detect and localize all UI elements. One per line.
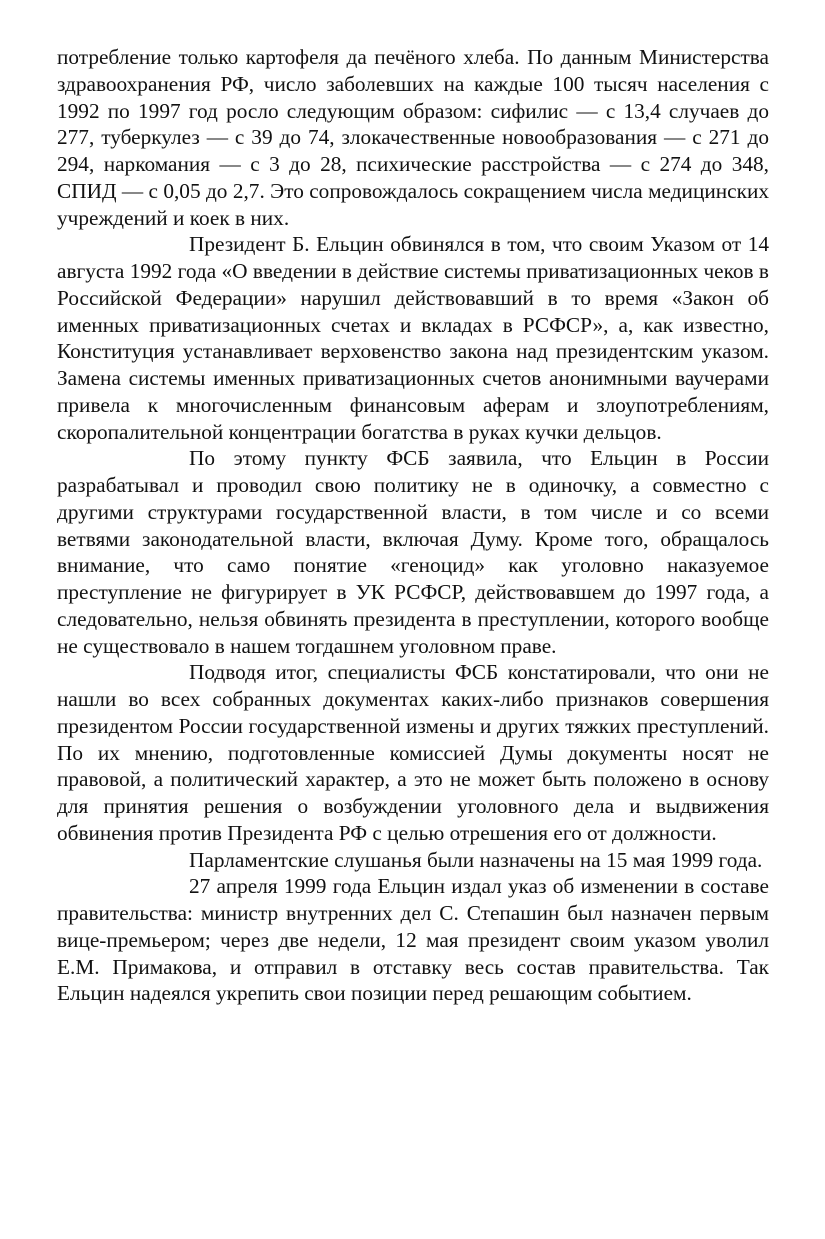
- paragraph-hearings-date: Парламентские слушанья были назначены на 15 мая 1999 года.: [189, 847, 763, 872]
- document-page: [57, 44, 769, 1007]
- paragraph-fsb-conclusion: Подводя итог, специалисты ФСБ констатировали, что они не нашли во всех собранных документах каких-либо признаков совершения президентом России государственной измены и других тяжких преступлений. По их мнению, подготовленные комиссией Думы документы носят не правовой, а политический характер, а это не может быть положено в основу для принятия решения о возбуждении уголовного дела и выдвижения обвинения против Президента РФ с целью отрешения его от должности.: [57, 660, 769, 845]
- paragraph-privatization-decree: Президент Б. Ельцин обвинялся в том, что своим Указом от 14 августа 1992 года «О введении в действие системы приватизационных чеков в Российской Федерации» нарушил действовавший в то время «Закон об именных приватизационных счетах и вкладах в РСФСР», а, как известно, Конституция устанавливает верховенство закона над президентским указом. Замена системы именных приватизационных счетов анонимными ваучерами привела к многочисленным финансовым аферам и злоупотреблениям, скоропалительной концентрации богатства в руках кучки дельцов.: [57, 232, 769, 444]
- paragraph-fsb-response: По этому пункту ФСБ заявила, что Ельцин в России разрабатывал и проводил свою политику не в одиночку, а совместно с другими структурами государственной власти, в том числе и со всеми ветвями законодательной власти, включая Думу. Кроме того, обращалось внимание, что само понятие «геноцид» как уголовно наказуемое преступление не фигурирует в УК РСФСР, действовавшем до 1997 года, а следовательно, нельзя обвинять президента в преступлении, которого вообще не существовало в нашем тогдашнем уголовном праве.: [57, 446, 769, 658]
- paragraph-health-statistics: потребление только картофеля да печёного хлеба. По данным Министерства здравоохранения РФ, число заболевших на каждые 100 тысяч населения с 1992 по 1997 год росло следующим образом: сифилис — с 13,4 случаев до 277, туберкулез — с 39 до 74, злокачественные новообразования — с 271 до 294, наркомания — с 3 до 28, психические расстройства — с 274 до 348, СПИД — с 0,05 до 2,7. Это сопровождалось сокращением числа медицинских учреждений и коек в них.: [57, 45, 769, 230]
- paragraph-government-changes: 27 апреля 1999 года Ельцин издал указ об изменении в составе правительства: министр внутренних дел С. Степашин был назначен первым вице-премьером; через две недели, 12 мая президент своим указом уволил Е.М. Примакова, и отправил в отставку весь состав правительства. Так Ельцин надеялся укрепить свои позиции перед решающим событием.: [57, 874, 769, 1006]
